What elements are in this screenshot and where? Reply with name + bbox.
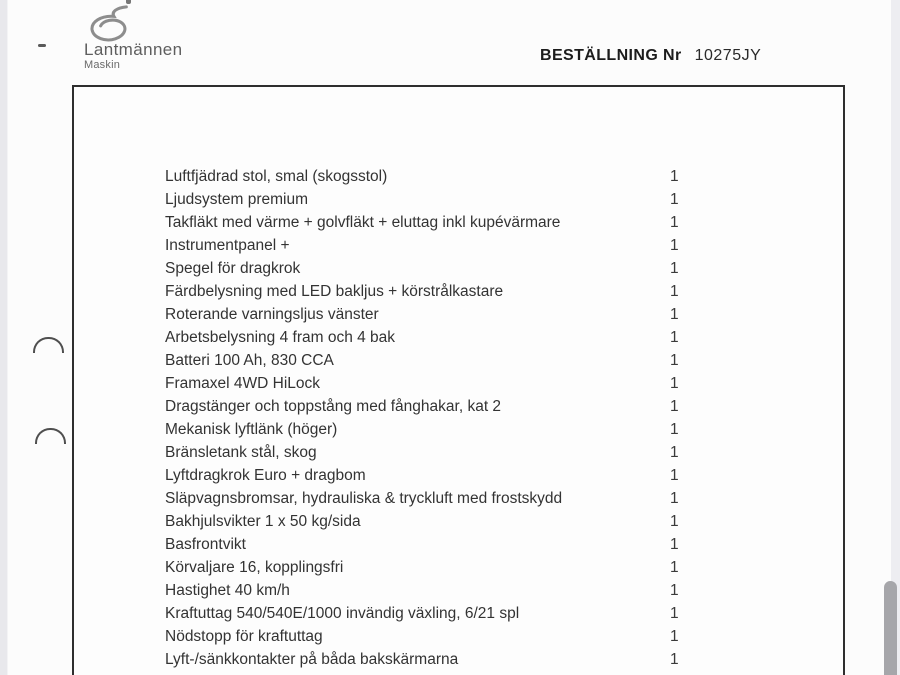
item-qty: 1	[670, 237, 679, 254]
lantmannen-logo	[84, 4, 183, 71]
item-qty: 1	[670, 191, 679, 208]
order-item-row	[165, 372, 705, 395]
item-name: Lyftdragkrok Euro + dragbom	[165, 467, 366, 484]
item-name: Basfrontvikt	[165, 536, 246, 553]
item-qty: 1	[670, 444, 679, 461]
scan-dash-mark	[38, 44, 46, 47]
order-item-row	[165, 257, 705, 280]
item-name: Arbetsbelysning 4 fram och 4 bak	[165, 329, 396, 346]
order-item-row	[165, 395, 705, 418]
order-item-row	[165, 211, 705, 234]
order-item-row	[165, 418, 705, 441]
item-name: Dragstänger och toppstång med fånghakar, kat 2	[165, 398, 502, 415]
item-qty: 1	[670, 421, 679, 438]
item-qty: 1	[670, 306, 679, 323]
order-item-row	[165, 441, 705, 464]
item-name: Ljudsystem premium	[165, 191, 308, 208]
order-header-label: BESTÄLLNING Nr	[540, 47, 682, 64]
order-item-row	[165, 579, 705, 602]
item-qty: 1	[670, 513, 679, 530]
order-item-row	[165, 234, 705, 257]
order-item-row	[165, 326, 705, 349]
scrollbar-track[interactable]	[891, 0, 900, 675]
order-item-row	[165, 533, 705, 556]
item-name: Hastighet 40 km/h	[165, 582, 290, 599]
item-name: Färdbelysning med LED bakljus + körstrålkastare	[165, 283, 504, 300]
lantmannen-swirl-icon	[88, 4, 138, 44]
item-name: Framaxel 4WD HiLock	[165, 375, 321, 392]
item-qty: 1	[670, 214, 679, 231]
hole-punch-arc	[33, 337, 64, 353]
item-qty: 1	[670, 467, 679, 484]
item-qty: 1	[670, 283, 679, 300]
item-name: Nödstopp för kraftuttag	[165, 628, 323, 645]
item-name: Bränsletank stål, skog	[165, 444, 317, 461]
item-name: Bakhjulsvikter 1 x 50 kg/sida	[165, 513, 361, 530]
item-qty: 1	[670, 329, 679, 346]
item-qty: 1	[670, 260, 679, 277]
order-item-row	[165, 188, 705, 211]
item-name: Kraftuttag 540/540E/1000 invändig växling, 6/21 spl	[165, 605, 520, 622]
item-name: Körvaljare 16, kopplingsfri	[165, 559, 344, 576]
item-qty: 1	[670, 651, 679, 668]
order-item-row	[165, 349, 705, 372]
item-qty: 1	[670, 375, 679, 392]
order-number: 10275JY	[694, 47, 762, 64]
item-name: Spegel för dragkrok	[165, 260, 301, 277]
order-header	[540, 47, 761, 65]
order-item-row	[165, 280, 705, 303]
item-qty: 1	[670, 398, 679, 415]
item-qty: 1	[670, 582, 679, 599]
order-item-row	[165, 464, 705, 487]
order-item-row	[165, 625, 705, 648]
item-qty: 1	[670, 605, 679, 622]
item-name: Släpvagnsbromsar, hydrauliska & tryckluft med frostskydd	[165, 490, 563, 507]
order-item-row	[165, 648, 705, 671]
order-item-row	[165, 602, 705, 625]
item-qty: 1	[670, 352, 679, 369]
logo-brand-text: Lantmännen	[84, 40, 183, 59]
logo-sub-text: Maskin	[84, 59, 121, 71]
item-qty: 1	[670, 490, 679, 507]
item-name: Instrumentpanel +	[165, 237, 290, 254]
order-item-row	[165, 487, 705, 510]
order-item-row	[165, 510, 705, 533]
item-name: Lyft-/sänkkontakter på båda bakskärmarna	[165, 651, 459, 668]
order-item-row	[165, 556, 705, 579]
item-qty: 1	[670, 536, 679, 553]
order-item-row	[165, 303, 705, 326]
item-qty: 1	[670, 628, 679, 645]
item-name: Takfläkt med värme + golvfläkt + eluttag inkl kupévärmare	[165, 214, 561, 231]
page-edge-left	[0, 0, 8, 675]
item-name: Roterande varningsljus vänster	[165, 306, 379, 323]
item-name: Luftfjädrad stol, smal (skogsstol)	[165, 168, 388, 185]
hole-punch-arc	[35, 428, 66, 444]
item-name: Mekanisk lyftlänk (höger)	[165, 421, 338, 438]
scrollbar-thumb[interactable]	[884, 581, 897, 675]
item-qty: 1	[670, 168, 679, 185]
item-qty: 1	[670, 559, 679, 576]
order-item-list	[165, 165, 705, 671]
item-name: Batteri 100 Ah, 830 CCA	[165, 352, 334, 369]
order-item-row	[165, 165, 705, 188]
